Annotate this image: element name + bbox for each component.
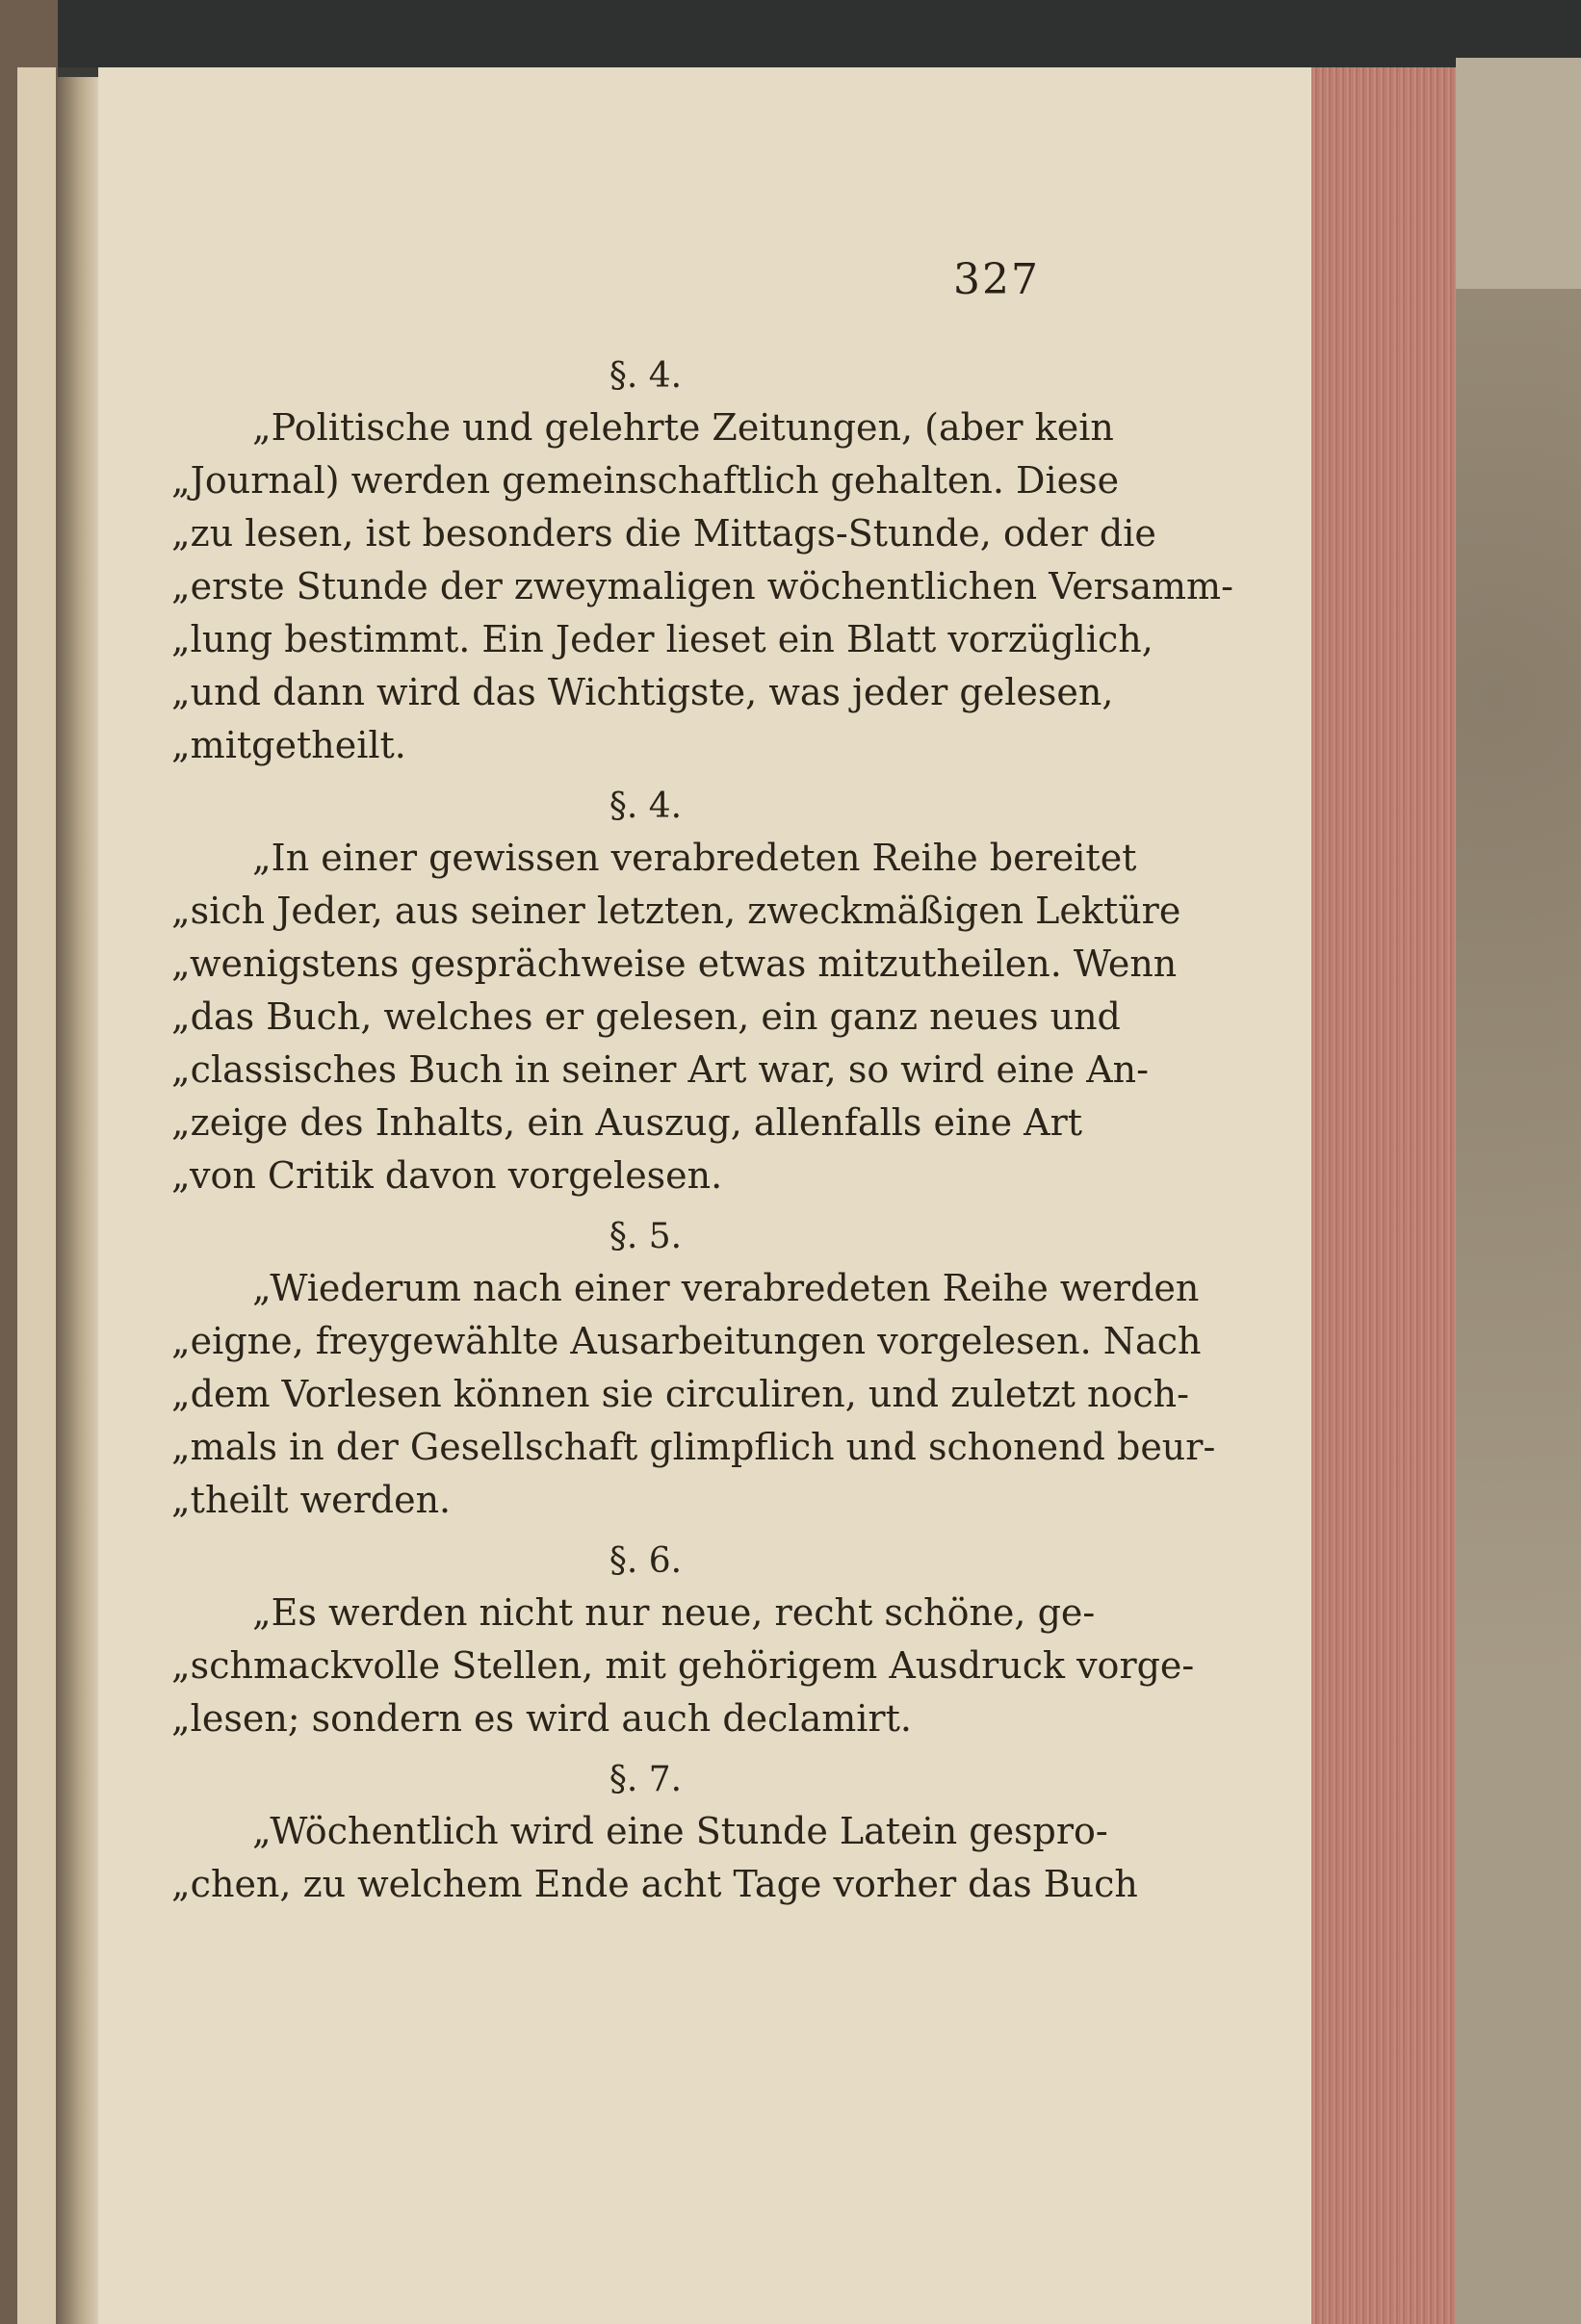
section-heading: §. 4. bbox=[609, 787, 683, 826]
section-heading: §. 7. bbox=[609, 1760, 683, 1799]
text-line: „zeige des Inhalts, ein Auszug, allenfalls eine Art bbox=[171, 1101, 1083, 1144]
text-line: „mals in der Gesellschaft glimpflich und schonend beur- bbox=[171, 1426, 1216, 1468]
text-line: „das Buch, welches er gelesen, ein ganz neues und bbox=[171, 995, 1121, 1038]
text-line: „Wöchentlich wird eine Stunde Latein gespro- bbox=[252, 1810, 1108, 1852]
right-cover-texture bbox=[1456, 289, 1581, 2324]
text-line: „theilt werden. bbox=[171, 1479, 452, 1521]
section-heading: §. 5. bbox=[609, 1217, 683, 1256]
text-line: „und dann wird das Wichtigste, was jeder gelesen, bbox=[171, 671, 1114, 713]
text-line: „sich Jeder, aus seiner letzten, zweckmäßigen Lektüre bbox=[171, 890, 1181, 932]
text-line: „Journal) werden gemeinschaftlich gehalten. Diese bbox=[171, 459, 1120, 502]
text-line: „schmackvolle Stellen, mit gehörigem Ausdruck vorge- bbox=[171, 1644, 1195, 1687]
text-line: „dem Vorlesen können sie circuliren, und zuletzt noch- bbox=[171, 1373, 1189, 1415]
text-line: „zu lesen, ist besonders die Mittags-Stunde, oder die bbox=[171, 512, 1156, 555]
text-line: „eigne, freygewählte Ausarbeitungen vorgelesen. Nach bbox=[171, 1320, 1202, 1362]
text-line: „erste Stunde der zweymaligen wöchentlichen Versamm- bbox=[171, 565, 1233, 607]
page-number: 327 bbox=[953, 255, 1040, 304]
book-gutter bbox=[56, 77, 102, 2324]
text-line: „Wiederum nach einer verabredeten Reihe werden bbox=[252, 1267, 1200, 1309]
text-line: „lung bestimmt. Ein Jeder lieset ein Blatt vorzüglich, bbox=[171, 618, 1153, 660]
text-line: „classisches Buch in seiner Art war, so wird eine An- bbox=[171, 1048, 1149, 1091]
text-line: „Politische und gelehrte Zeitungen, (aber kein bbox=[252, 406, 1114, 449]
text-line: „In einer gewissen verabredeten Reihe bereitet bbox=[252, 837, 1137, 879]
facing-page-edge bbox=[17, 67, 56, 2324]
text-line: „mitgetheilt. bbox=[171, 724, 406, 766]
section-heading: §. 6. bbox=[609, 1541, 683, 1581]
section-heading: §. 4. bbox=[609, 356, 683, 396]
page-text bbox=[171, 342, 1233, 1911]
text-line: „von Critik davon vorgelesen. bbox=[171, 1154, 723, 1197]
scanner-background bbox=[0, 0, 1581, 67]
text-line: „Es werden nicht nur neue, recht schöne, ge- bbox=[252, 1591, 1096, 1634]
text-line: „wenigstens gesprächweise etwas mitzutheilen. Wenn bbox=[171, 943, 1178, 985]
text-line: „chen, zu welchem Ende acht Tage vorher das Buch bbox=[171, 1863, 1138, 1905]
page-edges bbox=[1311, 67, 1456, 2324]
text-line: „lesen; sondern es wird auch declamirt. bbox=[171, 1697, 912, 1740]
